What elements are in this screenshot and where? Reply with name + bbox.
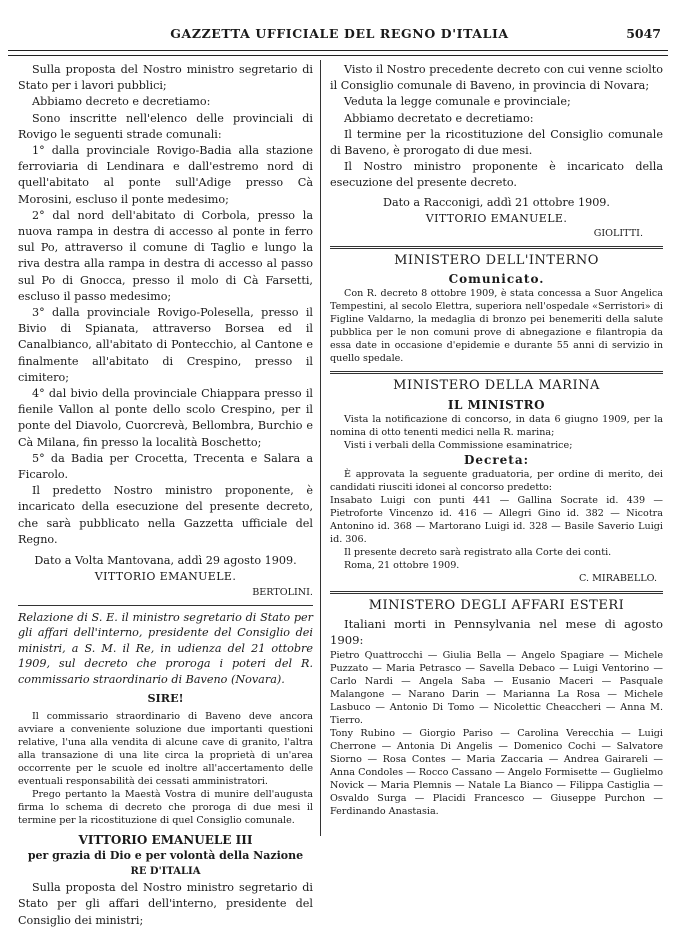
section-subheading: Comunicato.	[448, 272, 545, 287]
sire-salutation: SIRE!	[147, 691, 184, 706]
section-divider	[330, 591, 663, 594]
section-subheading: IL MINISTRO	[447, 397, 546, 412]
list-item: 5° da Badia per Crocetta, Trecenta e Salara a Ficarolo.	[18, 451, 313, 482]
date-line: Dato a Volta Mantovana, addì 29 agosto 1909.	[34, 554, 297, 568]
paragraph: Il Nostro ministro proponente è incaricato della esecuzione del presente decreto.	[330, 160, 663, 190]
relazione-heading: Relazione di S. E. il ministro segretario di Stato per gli affari dell'interno, presidente del Consiglio dei ministri, a S. M. il Re, in udienza del 21 ottobre 1909, sul decreto che proroga i poteri del R. commissario straordinario di Baveno (Novara).	[18, 610, 313, 686]
section-subheading: Decreta:	[463, 452, 530, 467]
list-item: 4° dal bivio della provinciale Chiappara presso il fienile Vallon al ponte dello scolo Crespino, per il ponte del Diavolo, Cuorcrevà, Bellombra, Burchio e Cà Milana, fin presso la località Boschetto;	[18, 387, 313, 449]
paragraph: Il presente decreto sarà registrato alla Corte dei conti.	[344, 547, 612, 559]
column-divider	[320, 60, 321, 836]
header-rule	[8, 50, 668, 51]
paragraph: Sulla proposta del Nostro ministro segretario di Stato per gli affari dell'interno, presidente del Consiglio dei ministri;	[18, 881, 313, 927]
king-formula: per grazia di Dio e per volontà della Nazione	[27, 848, 304, 862]
left-column	[18, 62, 313, 929]
paragraph: Sulla proposta del Nostro ministro segretario di Stato per i lavori pubblici;	[18, 63, 313, 93]
paragraph: Abbiamo decretato e decretiamo:	[344, 111, 534, 125]
paragraph: Visti i verbali della Commissione esaminatrice;	[344, 439, 573, 451]
paragraph: È approvata la seguente graduatoria, per ordine di merito, dei candidati riusciti idonei al concorso predetto:	[330, 469, 663, 494]
paragraph: Il predetto Nostro ministro proponente, è incaricato della esecuzione del presente decreto, che sarà pubblicato nella Gazzetta ufficiale del Regno.	[18, 484, 313, 546]
paragraph: Italiani morti in Pennsylvania nel mese di agosto 1909:	[330, 617, 663, 648]
paragraph: Il commissario straordinario di Baveno deve ancora avviare a conveniente soluzione due importanti questioni relative, l'una alla vendita di alcune cave di granito, l'altra alla transazione di una lite circa la proprietà di un'area occorrente per le scuole ed inoltre all'accertamento delle eventuali responsabilità dei cessati amministratori.	[18, 710, 313, 787]
ministry-heading: MINISTERO DELLA MARINA	[393, 378, 600, 394]
section-divider	[330, 246, 663, 249]
page-number: 5047	[626, 26, 661, 41]
king-title: VITTORIO EMANUELE III	[78, 832, 253, 847]
list-item: 2° dal nord dell'abitato di Corbola, presso la nuova rampa in destra di accesso al ponte in ferro sul Po, attraverso il comune di Taglio e lungo la riva destra alla rampa in destra di accesso al passo sul Po di Gnocca, presso il molo di Cà Farsetti, escluso il passo medesimo;	[18, 208, 313, 303]
signature-minister: C. MIRABELLO.	[578, 573, 657, 585]
right-column	[330, 62, 663, 818]
king-realm: RE D'ITALIA	[130, 866, 201, 878]
name-list: Tony Rubino — Giorgio Pariso — Carolina Verecchia — Luigi Cherrone — Antonia Di Angelis — Domenico Cochi — Salvatore Siorno — Rosa Contes — Maria Zaccaria — Andrea Gairareli — Anna Condoles — Rocco Cassano — Angelo Formisette — Guglielmo Novick — Maria Plemnis — Natale La Bianco — Filippa Castiglia — Osvaldo Surga — Placidi Francesco — Giuseppe Purchon — Ferdinando Anastasia.	[330, 727, 663, 817]
ministry-heading: MINISTERO DELL'INTERNO	[394, 253, 599, 269]
paragraph: Vista la notificazione di concorso, in data 6 giugno 1909, per la nomina di otto tenenti medici nella R. marina;	[330, 413, 663, 438]
paragraph: Il termine per la ricostituzione del Consiglio comunale di Baveno, è prorogato di due mesi.	[330, 127, 663, 158]
paragraph: Abbiamo decreto e decretiamo:	[32, 95, 211, 109]
section-divider	[18, 605, 313, 606]
section-divider	[330, 371, 663, 374]
signature-minister: GIOLITTI.	[593, 228, 643, 240]
header-rule-thin	[8, 55, 668, 56]
paragraph: Visto il Nostro precedente decreto con cui venne sciolto il Consiglio comunale di Baveno, in provincia di Novara;	[330, 63, 663, 93]
list-item: 3° dalla provinciale Rovigo-Polesella, presso il Bivio di Spianata, attraverso Borsea ed il Canalbianco, all'abitato di Pontecchio, al Cantone e finalmente all'abitato di Crespino, presso il cimitero;	[18, 306, 313, 384]
signature-king: VITTORIO EMANUELE.	[94, 570, 237, 584]
gazette-title: GAZZETTA UFFICIALE DEL REGNO D'ITALIA	[170, 26, 509, 41]
page-header	[12, 26, 667, 48]
list-item: 1° dalla provinciale Rovigo-Badia alla stazione ferroviaria di Lendinara e dall'estremo nord di quell'abitato al ponte sull'Adige presso Cà Morosini, escluso il ponte medesimo;	[18, 144, 313, 206]
date-line: Roma, 21 ottobre 1909.	[344, 560, 460, 572]
name-list: Pietro Quattrocchi — Giulia Bella — Angelo Spagiare — Michele Puzzato — Maria Petrasco — Savella Debaco — Luigi Ventorino — Carlo Nardi — Angela Saba — Eusanio Maceri — Pasquale Malangone — Narano Darin — Marianna La Rosa — Michele Lasbuco — Antonio Di Tomo — Nicolettic Cheaccheri — Anna M. Tierro.	[330, 649, 663, 726]
signature-minister: BERTOLINI.	[252, 586, 313, 598]
paragraph: Insabato Luigi con punti 441 — Gallina Socrate id. 439 — Pietroforte Vincenzo id. 416 — Allegri Gino id. 382 — Nicotra Antonino id. 368 — Martorano Luigi id. 328 — Basile Saverio Luigi id. 306.	[330, 495, 663, 546]
paragraph: Prego pertanto la Maestà Vostra di munire dell'augusta firma lo schema di decreto che proroga di due mesi il termine per la ricostituzione di quel Consiglio comunale.	[18, 788, 313, 826]
paragraph: Veduta la legge comunale e provinciale;	[344, 95, 571, 109]
paragraph: Sono inscritte nell'elenco delle provinciali di Rovigo le seguenti strade comunali:	[18, 111, 313, 141]
date-line: Dato a Racconigi, addì 21 ottobre 1909.	[382, 195, 610, 209]
paragraph: Con R. decreto 8 ottobre 1909, è stata concessa a Suor Angelica Tempestini, al secolo Elettra, superiora nell'ospedale «Serristori» di Figline Valdarno, la medaglia di bronzo pei benemeriti della salute pubblica per le non comuni prove di abnegazione e filantropia da essa date in occasione d'epidemie e durante 55 anni di servizio in quello spedale.	[330, 288, 663, 365]
signature-king: VITTORIO EMANUELE.	[425, 211, 568, 225]
ministry-heading: MINISTERO DEGLI AFFARI ESTERI	[368, 598, 625, 614]
